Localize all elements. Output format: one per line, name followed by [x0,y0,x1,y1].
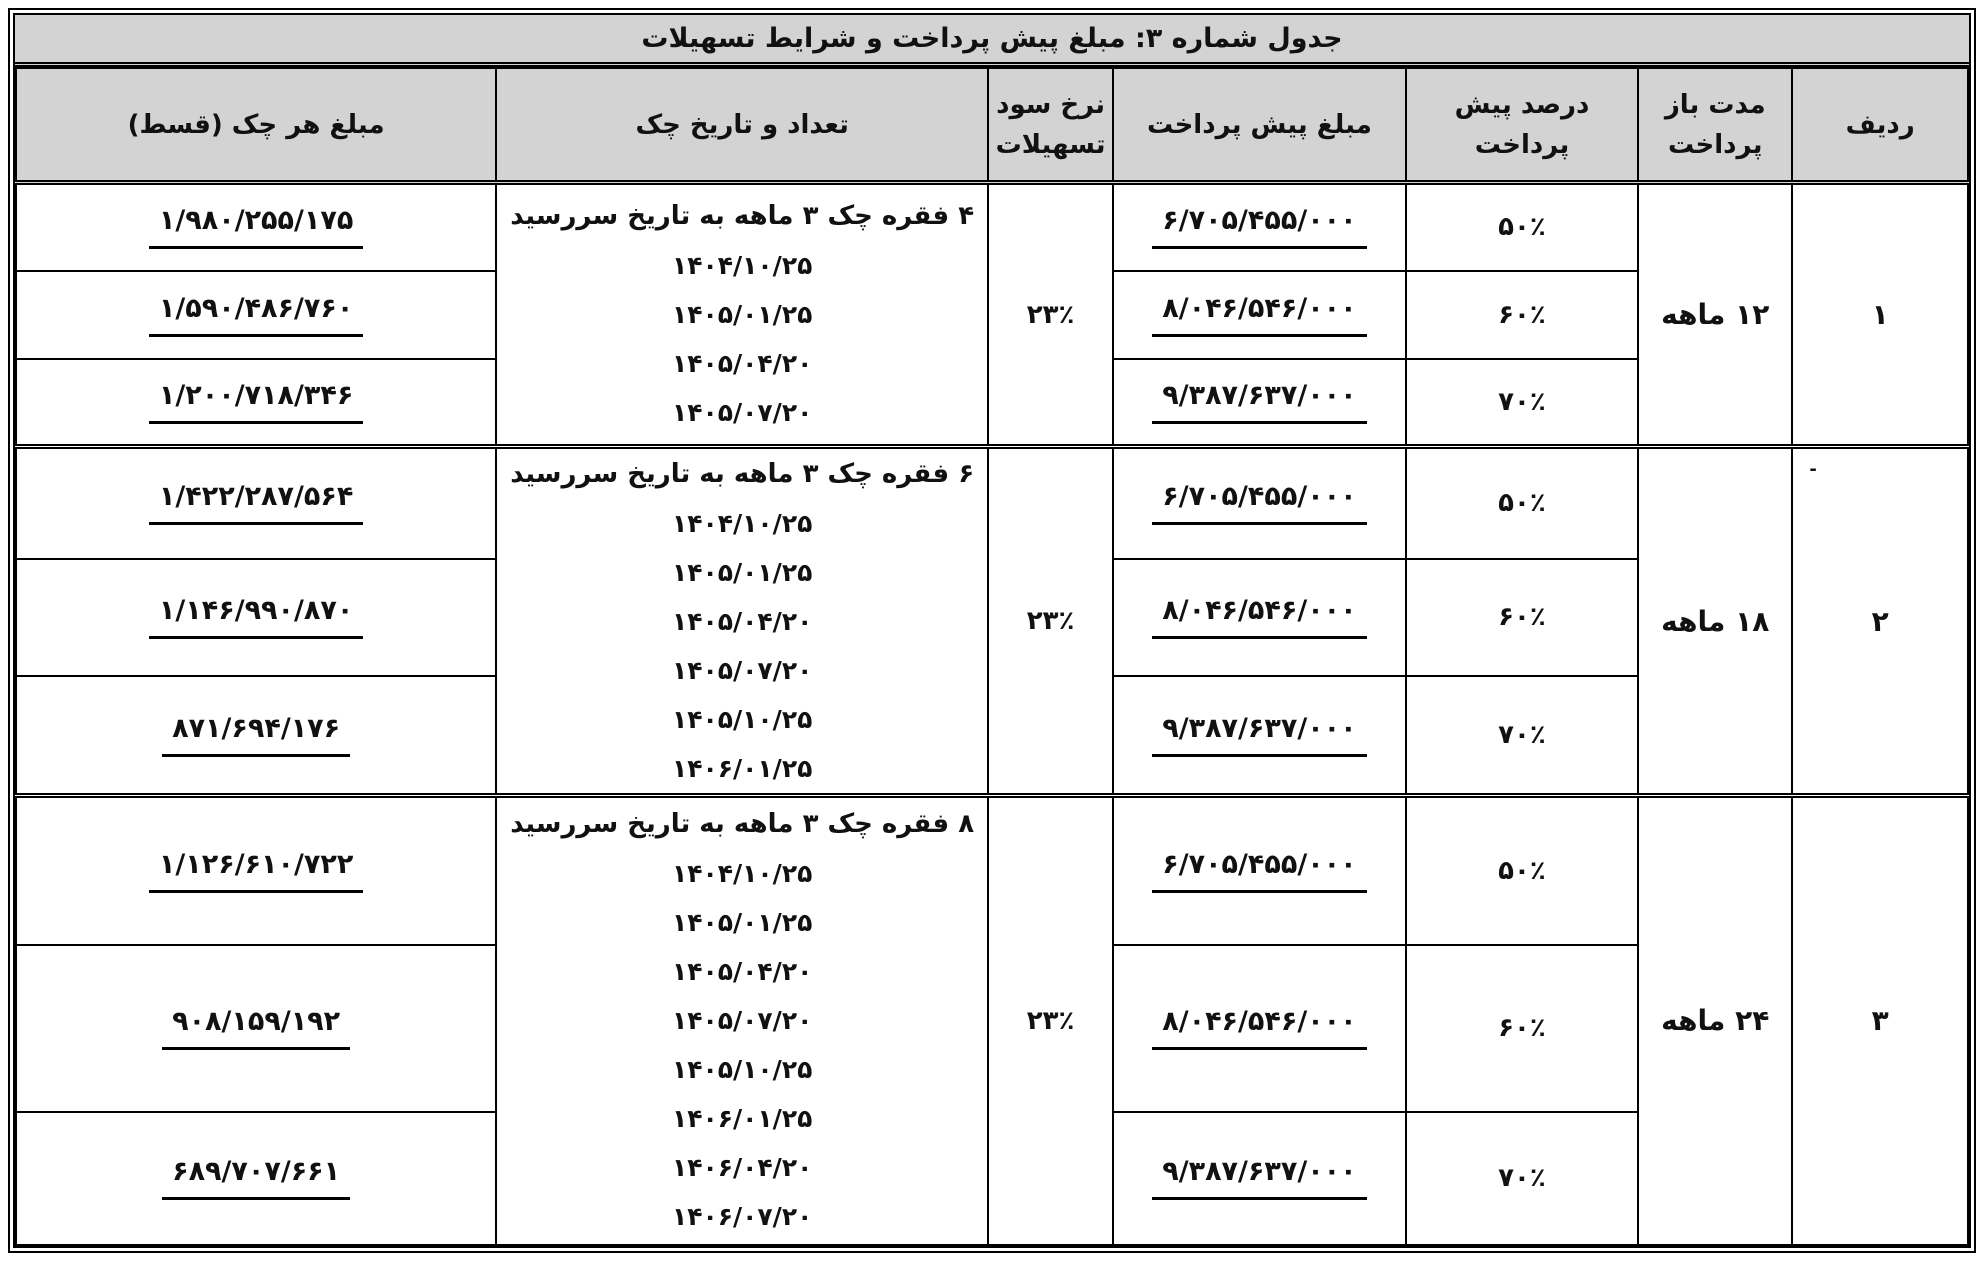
row-number-cell [1792,447,1968,796]
installment-amount: ۱/۱۲۶/۶۱۰/۷۲۲ [149,849,363,893]
col-header-row-number: ردیف [1792,68,1968,183]
check-date: ۱۴۰۵/۰۴/۲۰ [672,606,813,636]
installment-amount: ۹۰۸/۱۵۹/۱۹۲ [162,1006,350,1050]
check-dates-cell [496,796,988,1245]
prepayment-amount: ۹/۳۸۷/۶۳۷/۰۰۰ [1152,380,1366,424]
check-date: ۱۴۰۵/۱۰/۲۵ [672,1055,813,1085]
row-number-cell: ۳ [1792,796,1968,1245]
row-group-12-months [16,183,1968,447]
prepayment-percent-cell: ۵۰٪ [1406,447,1638,559]
prepayment-percent-cell: ۶۰٪ [1406,271,1638,359]
check-date: ۱۴۰۵/۰۱/۲۵ [672,557,813,587]
check-date: ۱۴۰۵/۰۴/۲۰ [672,349,813,378]
installment-amount: ۱/۵۹۰/۴۸۶/۷۶۰ [149,293,363,337]
terms-table [15,67,1969,1246]
check-date: ۱۴۰۶/۰۷/۲۰ [672,1202,813,1232]
installment-amount: ۱/۹۸۰/۲۵۵/۱۷۵ [149,205,363,249]
prepayment-amount-cell [1113,676,1406,796]
interest-rate-cell: ۲۳٪ [988,183,1113,447]
check-date: ۱۴۰۶/۰۴/۲۰ [672,1153,813,1183]
row-number-cell: ۱ [1792,183,1968,447]
installment-amount-cell [16,183,496,271]
prepayment-amount-cell [1113,359,1406,447]
prepayment-amount-cell [1113,945,1406,1112]
check-date: ۱۴۰۶/۰۱/۲۵ [672,1104,813,1134]
prepayment-percent-cell: ۶۰٪ [1406,945,1638,1112]
table-title: جدول شماره ۳: مبلغ پیش پرداخت و شرایط تسهیلات [15,15,1969,67]
check-date: ۱۴۰۵/۰۷/۲۰ [672,655,813,685]
prepayment-amount: ۹/۳۸۷/۶۳۷/۰۰۰ [1152,1156,1366,1200]
interest-rate-cell: ۲۳٪ [988,447,1113,796]
checks-description: ۴ فقره چک ۳ ماهه به تاریخ سررسید [510,201,975,231]
page [8,8,1976,1253]
table-row [16,447,1968,559]
header-row [16,68,1968,183]
row-group-18-months [16,447,1968,796]
table-row [16,183,1968,271]
check-date: ۱۴۰۵/۰۱/۲۵ [672,908,813,938]
table-row [16,796,1968,945]
col-header-installment-amount: مبلغ هر چک (قسط) [16,68,496,183]
prepayment-amount-cell [1113,1112,1406,1245]
prepayment-percent-cell: ۷۰٪ [1406,1112,1638,1245]
check-date: ۱۴۰۴/۱۰/۲۵ [672,859,813,889]
repayment-period-cell: ۱۸ ماهه [1638,447,1792,796]
checks-description: ۶ فقره چک ۳ ماهه به تاریخ سررسید [510,458,975,489]
installment-amount-cell [16,447,496,559]
repayment-period-cell: ۲۴ ماهه [1638,796,1792,1245]
installment-amount-cell [16,271,496,359]
check-date: ۱۴۰۵/۱۰/۲۵ [672,704,813,734]
installment-amount-cell [16,676,496,796]
col-header-interest-rate: نرخ سود تسهیلات [988,68,1113,183]
prepayment-percent-cell: ۵۰٪ [1406,183,1638,271]
checks-description: ۸ فقره چک ۳ ماهه به تاریخ سررسید [510,809,975,840]
facility-terms-table [8,8,1976,1253]
stray-mark: - [1809,459,1817,480]
installment-amount: ۱/۱۴۶/۹۹۰/۸۷۰ [149,595,363,639]
check-dates-list [497,241,987,437]
col-header-prepayment-percent: درصد پیش پرداخت [1406,68,1638,183]
prepayment-amount: ۶/۷۰۵/۴۵۵/۰۰۰ [1152,205,1366,249]
installment-amount-cell [16,796,496,945]
prepayment-amount: ۹/۳۸۷/۶۳۷/۰۰۰ [1152,713,1366,757]
col-header-prepayment-amount: مبلغ پیش پرداخت [1113,68,1406,183]
installment-amount: ۶۸۹/۷۰۷/۶۶۱ [162,1156,350,1200]
interest-rate-cell: ۲۳٪ [988,796,1113,1245]
check-date: ۱۴۰۵/۰۱/۲۵ [672,300,813,329]
prepayment-amount: ۸/۰۴۶/۵۴۶/۰۰۰ [1152,595,1366,639]
table-header [16,68,1968,183]
prepayment-amount-cell [1113,183,1406,271]
prepayment-amount: ۸/۰۴۶/۵۴۶/۰۰۰ [1152,1006,1366,1050]
check-dates-list [497,499,987,793]
prepayment-percent-cell: ۷۰٪ [1406,676,1638,796]
prepayment-amount-cell [1113,271,1406,359]
installment-amount: ۱/۲۰۰/۷۱۸/۳۴۶ [149,380,363,424]
check-date: ۱۴۰۶/۰۱/۲۵ [672,753,813,783]
installment-amount-cell [16,559,496,676]
check-dates-cell [496,183,988,447]
prepayment-amount: ۶/۷۰۵/۴۵۵/۰۰۰ [1152,849,1366,893]
installment-amount-cell [16,1112,496,1245]
installment-amount-cell [16,945,496,1112]
check-dates-list [497,849,987,1241]
check-date: ۱۴۰۴/۱۰/۲۵ [672,251,813,280]
col-header-repayment-period: مدت باز پرداخت [1638,68,1792,183]
prepayment-amount-cell [1113,796,1406,945]
prepayment-percent-cell: ۵۰٪ [1406,796,1638,945]
prepayment-percent-cell: ۶۰٪ [1406,559,1638,676]
prepayment-amount: ۸/۰۴۶/۵۴۶/۰۰۰ [1152,293,1366,337]
check-date: ۱۴۰۴/۱۰/۲۵ [672,508,813,538]
installment-amount: ۸۷۱/۶۹۴/۱۷۶ [162,713,350,757]
installment-amount: ۱/۴۲۲/۲۸۷/۵۶۴ [149,481,363,525]
row-number: ۲ [1871,604,1889,638]
installment-amount-cell [16,359,496,447]
repayment-period-cell: ۱۲ ماهه [1638,183,1792,447]
check-date: ۱۴۰۵/۰۷/۲۰ [672,1006,813,1036]
row-group-24-months [16,796,1968,1245]
prepayment-amount: ۶/۷۰۵/۴۵۵/۰۰۰ [1152,481,1366,525]
prepayment-percent-cell: ۷۰٪ [1406,359,1638,447]
prepayment-amount-cell [1113,447,1406,559]
check-date: ۱۴۰۵/۰۷/۲۰ [672,398,813,427]
check-date: ۱۴۰۵/۰۴/۲۰ [672,957,813,987]
col-header-check-count-dates: تعداد و تاریخ چک [496,68,988,183]
check-dates-cell [496,447,988,796]
prepayment-amount-cell [1113,559,1406,676]
